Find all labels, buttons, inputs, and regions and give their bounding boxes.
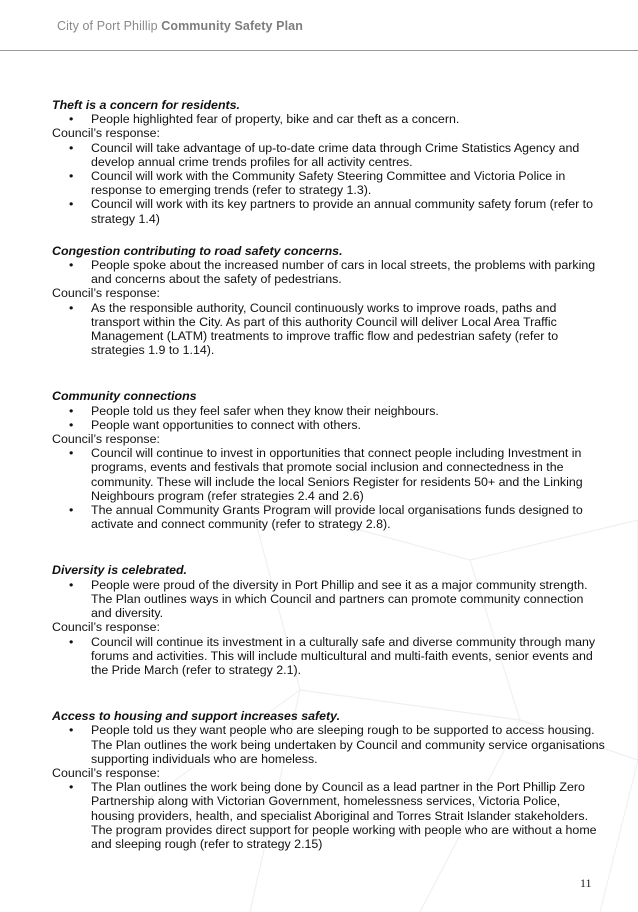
response-label: Council’s response: xyxy=(52,765,160,780)
list-item: • Council will work with the Community Safety Steering Committee and Victoria Police in response to emerging trends (refer to strategy 1.3). xyxy=(91,169,607,197)
response-label: Council’s response: xyxy=(52,126,160,141)
document-body xyxy=(52,98,607,851)
section-heading: Theft is a concern for residents. xyxy=(52,98,240,112)
people-points xyxy=(52,723,607,766)
people-points xyxy=(52,112,607,126)
people-points xyxy=(52,404,607,432)
list-item: • People were proud of the diversity in Port Phillip and see it as a major community strength. The Plan outlines ways in which Council and partners can promote community connection and diversity. xyxy=(91,578,607,621)
list-item: • As the responsible authority, Council continuously works to improve roads, paths and transport within the City. As part of this authority Council will deliver Local Area Traffic Management (LATM) treatments to improve traffic flow and pedestrian safety (refer to strategies 1.9 to 1.14). xyxy=(91,301,607,358)
section-heading: Access to housing and support increases safety. xyxy=(52,709,341,724)
list-item: • People told us they feel safer when they know their neighbours. xyxy=(91,404,607,418)
list-item: • The Plan outlines the work being done by Council as a lead partner in the Port Phillip Zero Partnership along with Victorian Government, homelessness services, Victoria Police, housing providers, health, and specialist Aboriginal and Torres Strait Islander stakeholders. The program provides direct support for people working with people who are without a home and sleeping rough (refer to strategy 2.15) xyxy=(91,780,607,851)
section-heading: Congestion contributing to road safety concerns. xyxy=(52,243,343,258)
header-title xyxy=(57,19,303,33)
section-heading: Community connections xyxy=(52,389,197,404)
list-item: • Council will work with its key partners to provide an annual community safety forum (refer to strategy 1.4) xyxy=(91,197,607,225)
list-item: • Council will take advantage of up-to-date crime data through Crime Statistics Agency and develop annual crime trends profiles for all activity centres. xyxy=(91,141,607,169)
section-diversity xyxy=(52,563,607,677)
header-org: City of Port Phillip xyxy=(57,19,158,33)
list-item: • Council will continue its investment in a culturally safe and diverse community through many forums and activities. This will include multicultural and multi-faith events, senior events and the Pride March (refer to strategy 2.1). xyxy=(91,635,607,678)
council-responses xyxy=(52,141,607,226)
section-heading: Diversity is celebrated. xyxy=(52,563,187,578)
response-label: Council’s response: xyxy=(52,620,160,635)
council-responses xyxy=(52,446,607,531)
section-housing xyxy=(52,709,607,851)
list-item: • Council will continue to invest in opportunities that connect people including Investment in programs, events and festivals that promote social inclusion and connectedness in the community. These will include the local Seniors Register for residents 50+ and the Linking Neighbours program (refer strategies 2.4 and 2.6) xyxy=(91,446,607,503)
list-item: • The annual Community Grants Program will provide local organisations funds designed to activate and connect community (refer to strategy 2.8). xyxy=(91,503,607,531)
council-responses xyxy=(52,301,607,358)
list-item: • People spoke about the increased number of cars in local streets, the problems with parking and concerns about the safety of pedestrians. xyxy=(91,258,607,286)
people-points xyxy=(52,258,607,286)
section-congestion xyxy=(52,244,607,358)
response-label: Council’s response: xyxy=(52,286,160,301)
response-label: Council’s response: xyxy=(52,432,160,447)
people-points xyxy=(52,578,607,621)
list-item: • People told us they want people who are sleeping rough to be supported to access housing. The Plan outlines the work being undertaken by Council and community service organisations supporting individuals who are homeless. xyxy=(91,723,607,766)
page-number: 11 xyxy=(580,876,592,890)
page-header xyxy=(0,0,638,51)
council-responses xyxy=(52,635,607,678)
list-item: • People highlighted fear of property, bike and car theft as a concern. xyxy=(91,112,607,126)
section-community-connections xyxy=(52,389,607,531)
council-responses xyxy=(52,780,607,851)
header-plan: Community Safety Plan xyxy=(161,19,303,33)
list-item: • People want opportunities to connect with others. xyxy=(91,418,607,432)
section-theft xyxy=(52,98,607,226)
